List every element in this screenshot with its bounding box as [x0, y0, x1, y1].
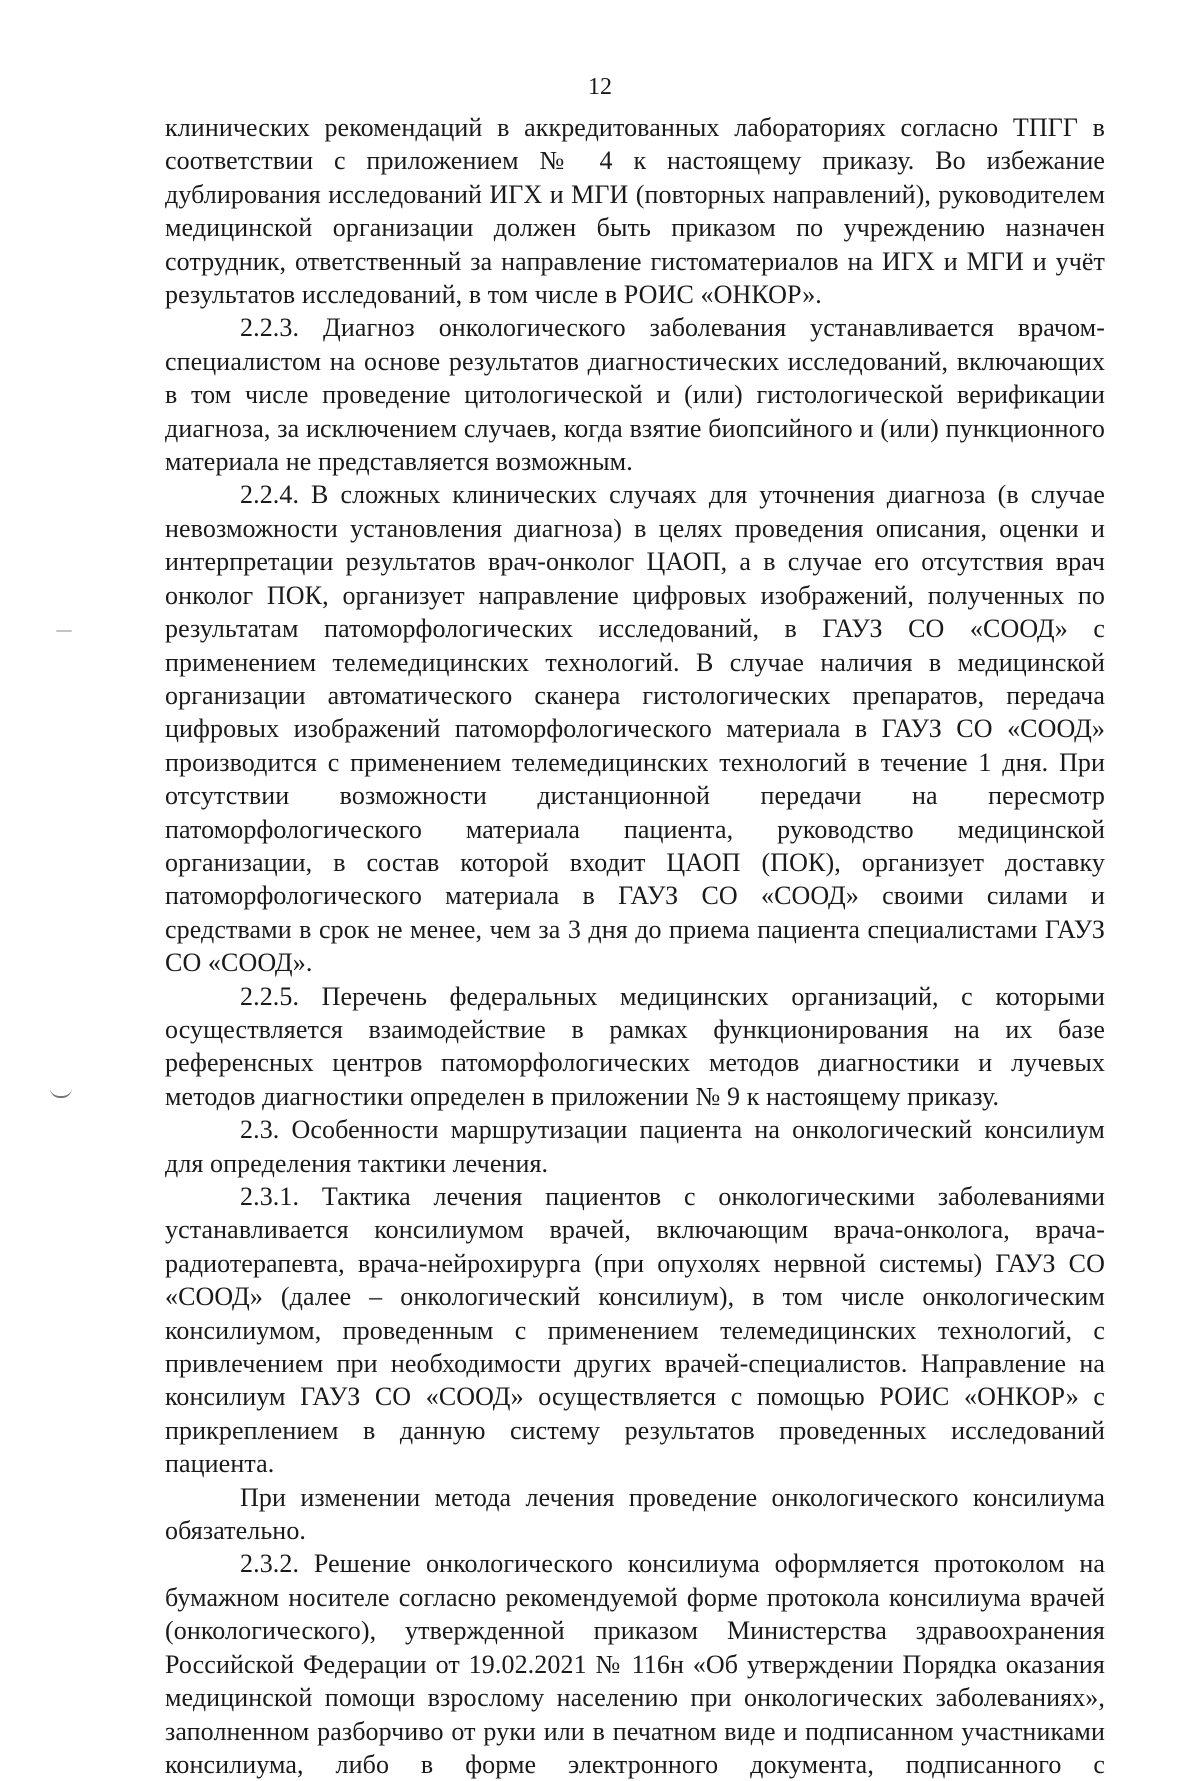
paragraph-2-3-2: 2.3.2. Решение онкологического консилиума оформляется протоколом на бумажном носителе согласно рекомендуемой форме протокола консилиума врачей (онкологического), утвержденной приказом Министерства здравоохранения Российской Федерации от 19.02.2021 № 116н «Об утверждении Порядка оказания медицинской помощи взрослому населению при онкологических заболеваниях», заполненном разборчиво от руки или в печатном виде и подписанном участниками консилиума, либо в форме электронного документа, подписанного с: [165, 1549, 1105, 1779]
paragraph-2-3-1: 2.3.1. Тактика лечения пациентов с онкологическими заболеваниями устанавливается консилиумом врачей, включающим врача-онколога, врача-радиотерапевта, врача-нейрохирурга (при опухолях нервной системы) ГАУЗ СО «СООД» (далее – онкологический консилиум), в том числе онкологическим консилиумом, проведенным с применением телемедицинских технологий, с привлечением при необходимости других врачей-специалистов. Направление на консилиум ГАУЗ СО «СООД» осуществляется с помощью РОИС «ОНКОР» с прикреплением в данную систему результатов проведенных исследований пациента.: [165, 1182, 1105, 1479]
scan-artifact: [50, 1088, 72, 1098]
page-number: 12: [588, 74, 612, 100]
paragraph-2-2-5: 2.2.5. Перечень федеральных медицинских организаций, с которыми осуществляется взаимодействие в рамках функционирования на их базе референсных центров патоморфологических методов диагностики и лучевых методов диагностики определен в приложении № 9 к настоящему приказу.: [165, 981, 1105, 1111]
paragraph-2-2-3: 2.2.3. Диагноз онкологического заболевания устанавливается врачом-специалистом на основе результатов диагностических исследований, включающих в том числе проведение цитологической и (или) гистологической верификации диагноза, за исключением случаев, когда взятие биопсийного и (или) пункционного материала не представляется возможным.: [165, 313, 1105, 477]
scan-artifact: [56, 630, 72, 632]
document-body: [165, 111, 1105, 1781]
paragraph-2-2-4: 2.2.4. В сложных клинических случаях для уточнения диагноза (в случае невозможности установления диагноза) в целях проведения описания, оценки и интерпретации результатов врач-онколог ЦАОП, а в случае его отсутствия врач онколог ПОК, организует направление цифровых изображений, полученных по результатам патоморфологических исследований, в ГАУЗ СО «СООД» с применением телемедицинских технологий. В случае наличия в медицинской организации автоматического сканера гистологических препаратов, передача цифровых изображений патоморфологического материала в ГАУЗ СО «СООД» производится с применением телемедицинских технологий в течение 1 дня. При отсутствии возможности дистанционной передачи на пересмотр патоморфологического материала пациента, руководство медицинской организации, в состав которой входит ЦАОП (ПОК), организует доставку патоморфологического материала в ГАУЗ СО «СООД» своими силами и средствами в срок не менее, чем за 3 дня до приема пациента специалистами ГАУЗ СО «СООД».: [165, 480, 1105, 978]
paragraph-continuation: клинических рекомендаций в аккредитованных лабораториях согласно ТПГГ в соответствии с приложением № 4 к настоящему приказу. Во избежание дублирования исследований ИГХ и МГИ (повторных направлений), руководителем медицинской организации должен быть приказом по учреждению назначен сотрудник, ответственный за направление гистоматериалов на ИГХ и МГИ и учёт результатов исследований, в том числе в РОИС «ОНКОР».: [165, 113, 1105, 310]
paragraph-method-change: При изменении метода лечения проведение онкологического консилиума обязательно.: [165, 1482, 1105, 1546]
paragraph-2-3: 2.3. Особенности маршрутизации пациента на онкологический консилиум для определения тактики лечения.: [165, 1115, 1105, 1178]
